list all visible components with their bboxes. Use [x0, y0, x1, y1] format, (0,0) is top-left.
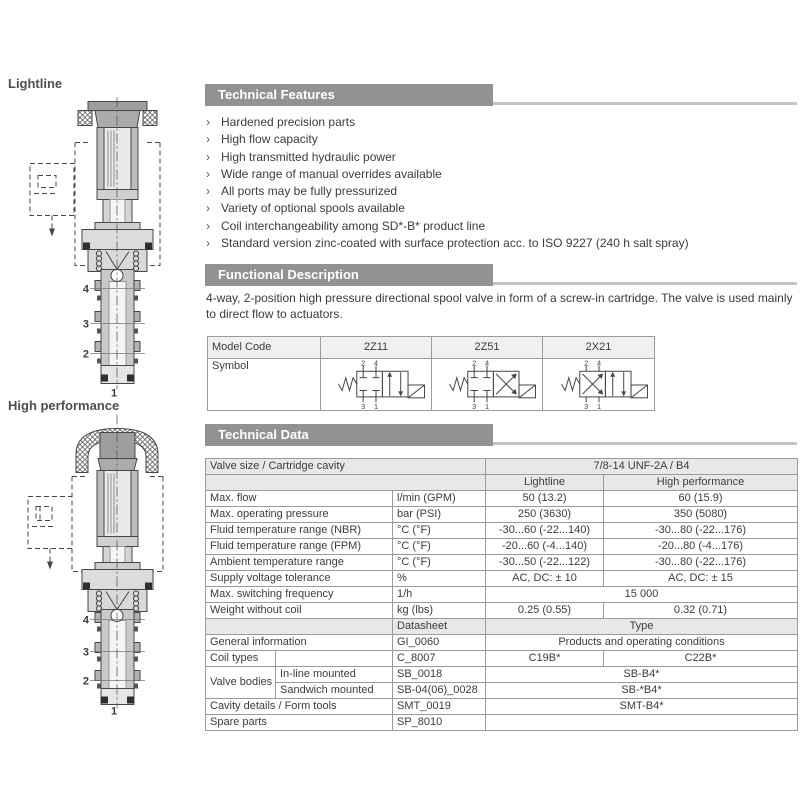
table-row: Spare parts SP_8010 [206, 715, 798, 731]
column-lightline: Lightline [486, 475, 604, 491]
symbol-row [208, 359, 655, 411]
table-row: Cavity details / Form tools SMT_0019 SMT-B4* [206, 699, 798, 715]
port-label-2: 2 [82, 675, 89, 688]
svg-text:1: 1 [596, 401, 601, 410]
table-row: Coil types C_8007 C19B* C22B* [206, 651, 798, 667]
bullet-icon: › [206, 149, 210, 164]
datasheet-type-header-row [206, 619, 798, 635]
feature-item: › Coil interchangeability among SD*-B* product line [206, 218, 798, 235]
cavity-value: 7/8-14 UNF-2A / B4 [486, 459, 798, 475]
cavity-row [206, 459, 798, 475]
cartridge-cross-section-lightline [0, 95, 210, 400]
lightline-heading: Lightline [8, 76, 63, 91]
table-row: Max. switching frequency 1/h 15 000 [206, 587, 798, 603]
svg-text:1: 1 [373, 401, 379, 410]
svg-text:3: 3 [472, 401, 477, 410]
coil-connector-outline [28, 497, 72, 549]
bullet-icon: › [206, 132, 210, 147]
feature-item: › All ports may be fully pressurized [206, 183, 798, 200]
bullet-icon: › [206, 184, 210, 199]
valve-symbol-2z11 [321, 359, 432, 411]
table-row: Supply voltage tolerance % AC, DC: ± 10 AC, DC: ± 15 [206, 571, 798, 587]
port-label-3: 3 [82, 318, 89, 331]
port-label-1: 1 [110, 387, 118, 400]
svg-text:3: 3 [361, 401, 366, 410]
table-row: Max. operating pressure bar (PSI) 250 (3630) 350 (5080) [206, 507, 798, 523]
model-code-2x21: 2X21 [543, 337, 655, 359]
high-performance-cartridge-drawing [0, 412, 210, 717]
svg-text:4: 4 [596, 359, 601, 367]
technical-features-header [205, 84, 493, 106]
bullet-icon: › [206, 236, 210, 251]
high-performance-heading: High performance [8, 398, 120, 413]
functional-description-title: Functional Description [218, 267, 359, 282]
valve-symbol-2z51 [432, 359, 543, 411]
technical-features-list [206, 114, 798, 252]
svg-text:2: 2 [361, 359, 366, 367]
type-column-label: Type [486, 619, 798, 635]
feature-item: › Variety of optional spools available [206, 200, 798, 217]
technical-features-title: Technical Features [218, 87, 335, 102]
bullet-icon: › [206, 166, 210, 181]
table-row: Fluid temperature range (FPM) °C (°F) -20...60 (-4...140) -20...80 (-4...176) [206, 539, 798, 555]
coil-connector-outline [30, 164, 74, 216]
column-high-performance: High performance [604, 475, 798, 491]
table-row: Ambient temperature range °C (°F) -30...50 (-22...122) -30...80 (-22...176) [206, 555, 798, 571]
functional-description-header [205, 264, 493, 286]
svg-text:2: 2 [583, 359, 588, 367]
table-row: Weight without coil kg (lbs) 0.25 (0.55) 0.32 (0.71) [206, 603, 798, 619]
model-code-header-row [208, 337, 655, 359]
feature-item: › Hardened precision parts [206, 114, 798, 131]
model-code-2z11: 2Z11 [321, 337, 432, 359]
port-label-3: 3 [82, 646, 89, 659]
svg-text:1: 1 [484, 401, 490, 410]
port-label-1: 1 [110, 705, 118, 717]
valve-symbol-2x21 [543, 359, 655, 411]
symbol-label: Symbol [208, 359, 321, 411]
technical-data-title: Technical Data [218, 427, 309, 442]
feature-item: › High flow capacity [206, 131, 798, 148]
port-label-4: 4 [82, 614, 89, 627]
table-row: Fluid temperature range (NBR) °C (°F) -30...60 (-22...140) -30...80 (-22...176) [206, 523, 798, 539]
model-code-2z51: 2Z51 [432, 337, 543, 359]
feature-item: › Standard version zinc-coated with surface protection acc. to ISO 9227 (240 h salt spray) [206, 235, 798, 252]
svg-text:4: 4 [484, 359, 490, 367]
feature-item: › High transmitted hydraulic power [206, 149, 798, 166]
bullet-icon: › [206, 218, 210, 233]
table-row: Sandwich mounted SB-04(06)_0028 SB-*B4* [206, 683, 798, 699]
cavity-label: Valve size / Cartridge cavity [206, 459, 486, 475]
table-row: Valve bodies In-line mounted SB_0018 SB-B4* [206, 667, 798, 683]
model-code-label: Model Code [208, 337, 321, 359]
cartridge-cross-section-highperf [0, 412, 210, 717]
feature-item: › Wide range of manual overrides available [206, 166, 798, 183]
datasheet-column-label: Datasheet [393, 619, 486, 635]
port-label-4: 4 [82, 283, 89, 296]
bullet-icon: › [206, 201, 210, 216]
variant-header-row [206, 475, 798, 491]
svg-text:4: 4 [373, 359, 379, 367]
table-row: General information GI_0060 Products and operating conditions [206, 635, 798, 651]
port-label-2: 2 [82, 348, 89, 361]
functional-description-text: 4-way, 2-position high pressure directional spool valve in form of a screw-in cartridge. The valve is used mainly to direct flow to actuators. [206, 291, 793, 321]
model-code-table [207, 336, 655, 411]
technical-data-header [205, 424, 493, 446]
lightline-cartridge-drawing [0, 95, 210, 400]
svg-text:3: 3 [583, 401, 588, 410]
svg-text:2: 2 [472, 359, 477, 367]
bullet-icon: › [206, 115, 210, 129]
technical-data-table [205, 458, 798, 731]
table-row: Max. flow l/min (GPM) 50 (13.2) 60 (15.9) [206, 491, 798, 507]
